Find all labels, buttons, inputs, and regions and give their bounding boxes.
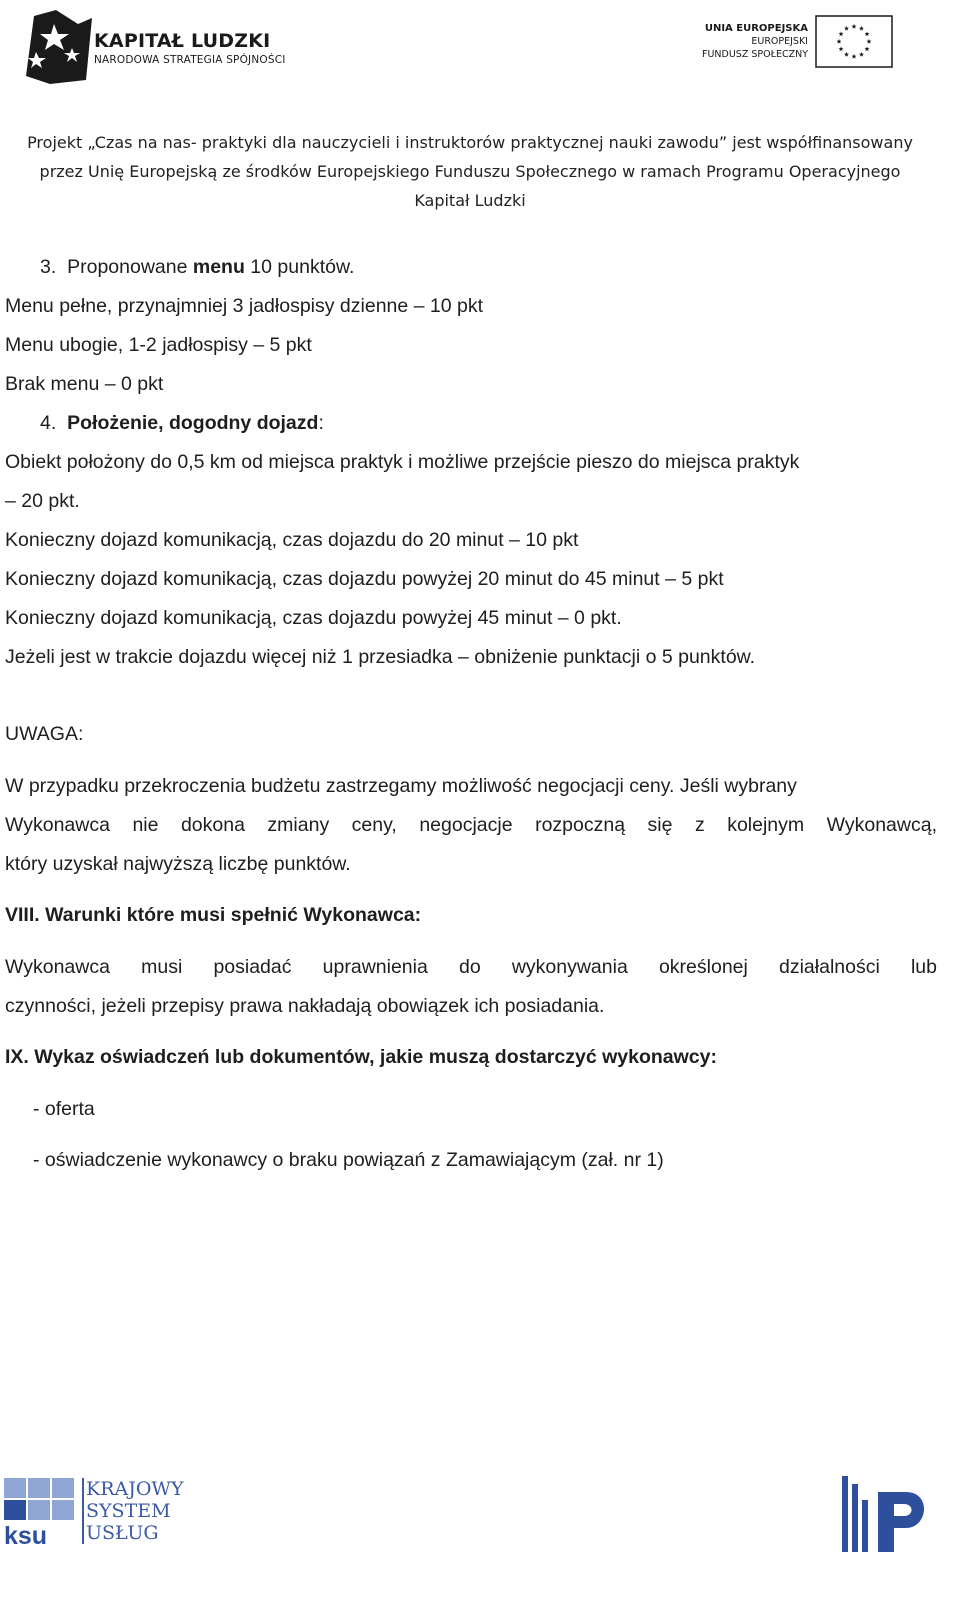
uwaga-line-1: W przypadku przekroczenia budżetu zastrzegamy możliwość negocjacji ceny. Jeśli wybrany [5, 775, 797, 797]
menu-line-1: Menu pełne, przynajmniej 3 jadłospisy dzienne – 10 pkt [5, 295, 484, 317]
item-3-bold: menu [192, 256, 245, 278]
section-9-number: IX. [5, 1046, 29, 1068]
ksu-line-2: SYSTEM [86, 1500, 171, 1522]
item-4-number: 4. [40, 412, 57, 434]
section-9-title: Wykaz oświadczeń lub dokumentów, jakie muszą dostarczyć wykonawcy: [34, 1046, 717, 1068]
commute-line-1: Konieczny dojazd komunikacją, czas dojazdu do 20 minut – 10 pkt [5, 529, 579, 551]
kl-logo-title: KAPITAŁ LUDZKI [94, 30, 271, 52]
menu-line-3: Brak menu – 0 pkt [5, 373, 164, 395]
menu-line-2: Menu ubogie, 1-2 jadłospisy – 5 pkt [5, 334, 312, 356]
eu-logo-text [700, 22, 808, 61]
section-9-item-1: - oferta [33, 1098, 95, 1120]
section-8-title: Warunki które musi spełnić Wykonawca: [45, 904, 422, 926]
section-9-heading [5, 1046, 717, 1069]
section-8-line-1: Wykonawca musi posiadać uprawnienia do wykonywania określonej działalności lub [5, 956, 937, 978]
item-3-text-post: 10 punktów. [244, 256, 355, 278]
item-4-bold: Położenie, dogodny dojazd [67, 412, 319, 434]
uwaga-line-2: Wykonawca nie dokona zmiany ceny, negocjacje rozpoczną się z kolejnym Wykonawcą, [5, 814, 937, 836]
kapital-ludzki-wordmark [94, 30, 286, 66]
uwaga-line-3: który uzyskał najwyższą liczbę punktów. [5, 853, 351, 875]
section-9-item-2: - oświadczenie wykonawcy o braku powiązań z Zamawiającym (zał. nr 1) [33, 1149, 664, 1171]
commute-line-3: Konieczny dojazd komunikacją, czas dojazdu powyżej 45 minut – 0 pkt. [5, 607, 622, 629]
section-8-number: VIII. [5, 904, 40, 926]
uwaga-label: UWAGA: [5, 723, 84, 745]
eu-logo-line2: EUROPEJSKI [751, 36, 808, 47]
item-3-text-pre: Proponowane [67, 256, 193, 278]
location-line-2: – 20 pkt. [5, 490, 80, 512]
ip-logo-icon [836, 1470, 936, 1554]
item-4-colon: : [318, 412, 324, 434]
project-line-1: Projekt „Czas na nas- praktyki dla nauczycieli i instruktorów praktycznej nauki zawodu” jest współfinansowany [27, 133, 913, 152]
ksu-line-3: USŁUG [86, 1522, 159, 1544]
item-4-heading [40, 412, 324, 435]
section-8-line-2: czynności, jeżeli przepisy prawa nakładają obowiązek ich posiadania. [5, 995, 605, 1017]
project-line-3: Kapitał Ludzki [414, 191, 526, 210]
ksu-line-1: KRAJOWY [86, 1478, 184, 1500]
location-line-1: Obiekt położony do 0,5 km od miejsca praktyk i możliwe przejście pieszo do miejsca praktyk [5, 451, 800, 473]
item-3-number: 3. [40, 256, 57, 278]
eu-logo-line3: FUNDUSZ SPOŁECZNY [702, 49, 808, 60]
ksu-wordmark [86, 1478, 184, 1544]
ksu-abbr: ksu [4, 1522, 48, 1550]
section-8-heading [5, 904, 421, 927]
item-3-heading [40, 256, 354, 279]
eu-logo-line1: UNIA EUROPEJSKA [704, 23, 808, 34]
eu-flag-icon [815, 15, 893, 68]
project-line-2: przez Unię Europejską ze środków Europejskiego Funduszu Społecznego w ramach Programu Operacyjnego [39, 162, 901, 181]
commute-line-4: Jeżeli jest w trakcie dojazdu więcej niż 1 przesiadka – obniżenie punktacji o 5 punktów. [5, 646, 756, 668]
kl-logo-subtitle: NARODOWA STRATEGIA SPÓJNOŚCI [94, 54, 286, 66]
commute-line-2: Konieczny dojazd komunikacją, czas dojazdu powyżej 20 minut do 45 minut – 5 pkt [5, 568, 724, 590]
project-header [0, 128, 940, 215]
